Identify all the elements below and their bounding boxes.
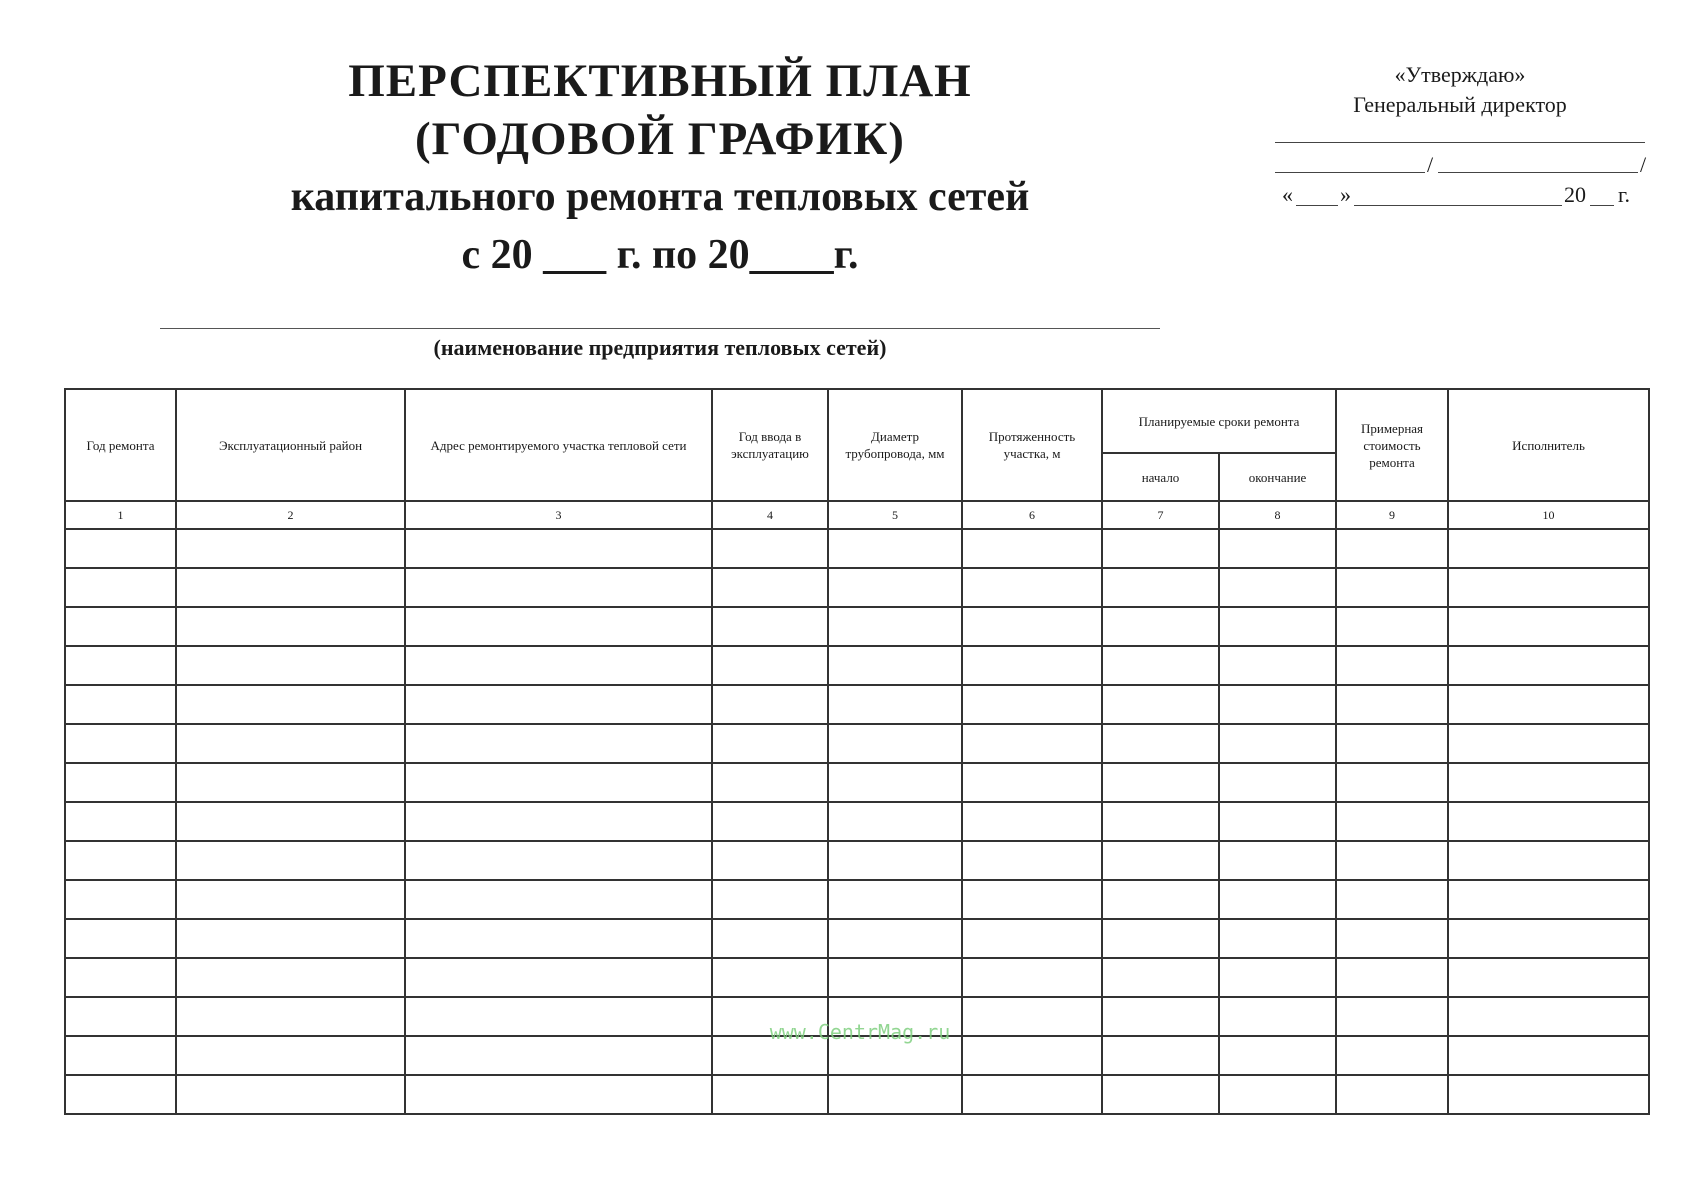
table-cell[interactable]	[828, 646, 962, 685]
table-cell[interactable]	[65, 919, 176, 958]
table-cell[interactable]	[405, 568, 712, 607]
column-number: 5	[828, 501, 962, 529]
column-number: 1	[65, 501, 176, 529]
table-cell[interactable]	[65, 607, 176, 646]
column-number: 4	[712, 501, 828, 529]
table-cell[interactable]	[1219, 997, 1336, 1036]
table-cell[interactable]	[712, 763, 828, 802]
table-cell[interactable]	[1448, 685, 1649, 724]
company-name-caption: (наименование предприятия тепловых сетей)	[433, 335, 887, 360]
date-year-suffix: г.	[1618, 182, 1631, 207]
table-cell[interactable]	[1102, 880, 1219, 919]
date-year-line	[1590, 205, 1614, 206]
approval-heading: «Утверждаю»	[1394, 62, 1526, 87]
table-cell[interactable]	[176, 763, 405, 802]
table-cell[interactable]	[1102, 997, 1219, 1036]
table-cell[interactable]	[176, 919, 405, 958]
table-cell[interactable]	[1102, 724, 1219, 763]
table-row	[65, 568, 1649, 607]
table-cell[interactable]	[1336, 1036, 1448, 1075]
table-cell[interactable]	[1336, 607, 1448, 646]
table-cell[interactable]	[65, 685, 176, 724]
table-cell[interactable]	[712, 880, 828, 919]
table-cell[interactable]	[1219, 958, 1336, 997]
header-contractor: Исполнитель	[1448, 389, 1649, 501]
table-row	[65, 1075, 1649, 1114]
table-cell[interactable]	[1448, 1075, 1649, 1114]
table-cell[interactable]	[962, 1075, 1102, 1114]
table-cell[interactable]	[65, 529, 176, 568]
table-cell[interactable]	[1219, 607, 1336, 646]
table-cell[interactable]	[828, 1075, 962, 1114]
table-cell[interactable]	[828, 685, 962, 724]
table-cell[interactable]	[828, 763, 962, 802]
header-estimated-cost: Примерная стоимость ремонта	[1336, 389, 1448, 501]
table-cell[interactable]	[962, 880, 1102, 919]
table-cell[interactable]	[176, 802, 405, 841]
table-cell[interactable]	[1219, 646, 1336, 685]
table-cell[interactable]	[176, 880, 405, 919]
table-cell[interactable]	[712, 568, 828, 607]
header-pipe-diameter: Диаметр трубопровода, мм	[828, 389, 962, 501]
table-cell[interactable]	[176, 685, 405, 724]
signature-slash-2: /	[1640, 152, 1647, 177]
table-cell[interactable]	[1448, 1036, 1649, 1075]
table-cell[interactable]	[1219, 919, 1336, 958]
table-cell[interactable]	[828, 958, 962, 997]
table-cell[interactable]	[1448, 958, 1649, 997]
table-cell[interactable]	[176, 646, 405, 685]
table-cell[interactable]	[405, 1075, 712, 1114]
table-cell[interactable]	[405, 685, 712, 724]
header-section-length: Протяженность участка, м	[962, 389, 1102, 501]
table-cell[interactable]	[405, 1036, 712, 1075]
table-cell[interactable]	[1219, 685, 1336, 724]
table-cell[interactable]	[1102, 607, 1219, 646]
table-cell[interactable]	[176, 958, 405, 997]
table-row	[65, 763, 1649, 802]
date-month-line	[1354, 205, 1562, 206]
table-cell[interactable]	[1102, 919, 1219, 958]
table-cell[interactable]	[962, 841, 1102, 880]
date-year-prefix: 20	[1564, 182, 1586, 207]
table-cell[interactable]	[712, 724, 828, 763]
title-line-2: (ГОДОВОЙ ГРАФИК)	[415, 113, 905, 165]
table-cell[interactable]	[712, 1075, 828, 1114]
table-cell[interactable]	[1219, 529, 1336, 568]
table-cell[interactable]	[828, 529, 962, 568]
table-row	[65, 919, 1649, 958]
table-cell[interactable]	[962, 958, 1102, 997]
table-cell[interactable]	[65, 1075, 176, 1114]
table-row	[65, 529, 1649, 568]
table-row	[65, 802, 1649, 841]
header-repair-year: Год ремонта	[65, 389, 176, 501]
table-cell[interactable]	[65, 646, 176, 685]
table-cell[interactable]	[65, 568, 176, 607]
table-cell[interactable]	[65, 802, 176, 841]
table-cell[interactable]	[828, 724, 962, 763]
table-cell[interactable]	[65, 997, 176, 1036]
table-cell[interactable]	[828, 919, 962, 958]
table-cell[interactable]	[1336, 1075, 1448, 1114]
table-cell[interactable]	[405, 997, 712, 1036]
table-cell[interactable]	[712, 529, 828, 568]
approval-position: Генеральный директор	[1353, 92, 1567, 117]
table-cell[interactable]	[176, 607, 405, 646]
table-cell[interactable]	[712, 685, 828, 724]
header-address: Адрес ремонтируемого участка тепловой сети	[405, 389, 712, 501]
table-cell[interactable]	[712, 958, 828, 997]
table-cell[interactable]	[1219, 841, 1336, 880]
table-cell[interactable]	[176, 841, 405, 880]
table-cell[interactable]	[1448, 568, 1649, 607]
signature-line-top	[1275, 142, 1645, 143]
table-cell[interactable]	[712, 841, 828, 880]
table-cell[interactable]	[1448, 997, 1649, 1036]
table-cell[interactable]	[1102, 763, 1219, 802]
table-cell[interactable]	[405, 880, 712, 919]
table-cell[interactable]	[1219, 724, 1336, 763]
table-cell[interactable]	[1219, 568, 1336, 607]
table-cell[interactable]	[962, 763, 1102, 802]
table-cell[interactable]	[1448, 646, 1649, 685]
table-cell[interactable]	[712, 919, 828, 958]
table-cell[interactable]	[1102, 1036, 1219, 1075]
table-cell[interactable]	[1219, 1036, 1336, 1075]
table-cell[interactable]	[405, 919, 712, 958]
column-number: 10	[1448, 501, 1649, 529]
column-number: 8	[1219, 501, 1336, 529]
table-cell[interactable]	[1336, 841, 1448, 880]
header-planned-dates: Планируемые сроки ремонта	[1102, 389, 1336, 453]
table-cell[interactable]	[1219, 802, 1336, 841]
table-cell[interactable]	[1102, 529, 1219, 568]
table-cell[interactable]	[962, 685, 1102, 724]
table-cell[interactable]	[1102, 841, 1219, 880]
table-cell[interactable]	[1102, 685, 1219, 724]
table-cell[interactable]	[1336, 802, 1448, 841]
table-cell[interactable]	[828, 802, 962, 841]
table-cell[interactable]	[405, 763, 712, 802]
table-cell[interactable]	[962, 919, 1102, 958]
table-cell[interactable]	[1336, 763, 1448, 802]
header-commission-year: Год ввода в эксплуатацию	[712, 389, 828, 501]
title-line-3: капитального ремонта тепловых сетей	[290, 174, 1030, 220]
table-cell[interactable]	[712, 646, 828, 685]
title-line-4: с 20 ___ г. по 20____г.	[461, 232, 859, 278]
table-row	[65, 685, 1649, 724]
table-cell[interactable]	[712, 802, 828, 841]
table-cell[interactable]	[176, 724, 405, 763]
date-open-quote: «	[1282, 182, 1293, 207]
table-cell[interactable]	[1336, 685, 1448, 724]
column-number: 2	[176, 501, 405, 529]
table-cell[interactable]	[1336, 958, 1448, 997]
table-cell[interactable]	[1448, 802, 1649, 841]
signature-line-left	[1275, 172, 1425, 173]
table-cell[interactable]	[962, 529, 1102, 568]
column-numbers-row	[65, 501, 1649, 529]
table-cell[interactable]	[405, 958, 712, 997]
table-cell[interactable]	[962, 724, 1102, 763]
column-number: 7	[1102, 501, 1219, 529]
column-number: 6	[962, 501, 1102, 529]
signature-line-right	[1438, 172, 1638, 173]
table-cell[interactable]	[65, 763, 176, 802]
table-header-row	[65, 389, 1649, 453]
table-cell[interactable]	[65, 1036, 176, 1075]
table-cell[interactable]	[1102, 568, 1219, 607]
table-cell[interactable]	[1448, 724, 1649, 763]
table-row	[65, 841, 1649, 880]
date-close-quote: »	[1340, 182, 1351, 207]
repair-schedule-table	[64, 388, 1650, 1115]
column-number: 3	[405, 501, 712, 529]
table-cell[interactable]	[1336, 529, 1448, 568]
table-cell[interactable]	[962, 607, 1102, 646]
table-cell[interactable]	[176, 1075, 405, 1114]
table-cell[interactable]	[962, 568, 1102, 607]
table-cell[interactable]	[962, 802, 1102, 841]
table-cell[interactable]	[176, 529, 405, 568]
table-cell[interactable]	[1102, 1075, 1219, 1114]
table-row	[65, 607, 1649, 646]
table-cell[interactable]	[405, 529, 712, 568]
table-cell[interactable]	[405, 841, 712, 880]
table-cell[interactable]	[1336, 646, 1448, 685]
table-cell[interactable]	[1102, 646, 1219, 685]
table-cell[interactable]	[176, 568, 405, 607]
table-cell[interactable]	[1448, 607, 1649, 646]
table-cell[interactable]	[176, 1036, 405, 1075]
header-district: Эксплуатационный район	[176, 389, 405, 501]
header-end: окончание	[1219, 453, 1336, 501]
signature-slash-1: /	[1427, 152, 1434, 177]
table-cell[interactable]	[1219, 880, 1336, 919]
table-cell[interactable]	[828, 568, 962, 607]
table-row	[65, 958, 1649, 997]
watermark: www.CentrMag.ru	[769, 1020, 951, 1044]
table-cell[interactable]	[1102, 958, 1219, 997]
table-cell[interactable]	[828, 880, 962, 919]
table-cell[interactable]	[65, 841, 176, 880]
table-cell[interactable]	[1219, 763, 1336, 802]
table-cell[interactable]	[405, 607, 712, 646]
table-cell[interactable]	[1336, 880, 1448, 919]
title-line-1: ПЕРСПЕКТИВНЫЙ ПЛАН	[348, 55, 972, 107]
table-cell[interactable]	[65, 880, 176, 919]
table-cell[interactable]	[1448, 841, 1649, 880]
table-cell[interactable]	[1336, 997, 1448, 1036]
table-cell[interactable]	[828, 841, 962, 880]
table-cell[interactable]	[1219, 1075, 1336, 1114]
table-cell[interactable]	[1448, 529, 1649, 568]
table-cell[interactable]	[1448, 763, 1649, 802]
table-cell[interactable]	[1448, 919, 1649, 958]
table-row	[65, 880, 1649, 919]
table-cell[interactable]	[65, 958, 176, 997]
table-cell[interactable]	[1448, 880, 1649, 919]
table-cell[interactable]	[1102, 802, 1219, 841]
table-cell[interactable]	[405, 802, 712, 841]
table-cell[interactable]	[65, 724, 176, 763]
table-cell[interactable]	[1336, 919, 1448, 958]
table-cell[interactable]	[1336, 568, 1448, 607]
document-title	[160, 52, 1160, 284]
table-cell[interactable]	[1336, 724, 1448, 763]
table-cell[interactable]	[405, 646, 712, 685]
company-name-line	[160, 328, 1160, 329]
column-number: 9	[1336, 501, 1448, 529]
header-start: начало	[1102, 453, 1219, 501]
table-row	[65, 646, 1649, 685]
table-cell[interactable]	[962, 646, 1102, 685]
table-cell[interactable]	[405, 724, 712, 763]
date-day-line	[1296, 205, 1338, 206]
table-row	[65, 724, 1649, 763]
table-cell[interactable]	[176, 997, 405, 1036]
table-cell[interactable]	[712, 607, 828, 646]
table-cell[interactable]	[828, 607, 962, 646]
